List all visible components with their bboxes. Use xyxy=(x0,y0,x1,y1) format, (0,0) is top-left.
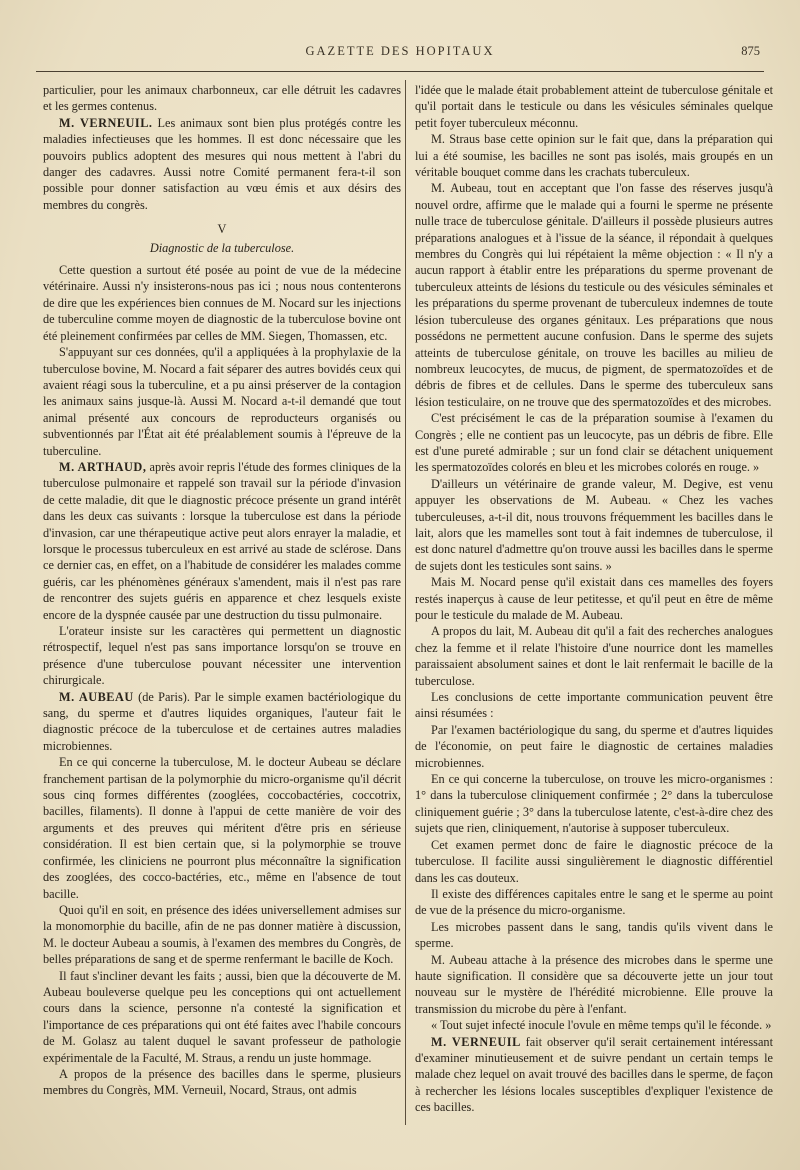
speaker-name: M. ARTHAUD, xyxy=(59,459,147,474)
paragraph: M. Straus base cette opinion sur le fait que, dans la préparation qui lui a été soumise, les bacilles ne sont pas isolés, mais groupés en un véritable bouquet comme dans les crachats tuberculeux. xyxy=(415,132,773,180)
paragraph: Cette question a surtout été posée au point de vue de la médecine vétérinaire. Aussi n'y insisterons-nous pas ici ; nous nous contenterons de dire que les expériences bien connues de M. Nocard sur les injections de tuberculine comme moyen de diagnostic de la tuberculose bovine ont été pleinement confirmées par celles de MM. Siegen, Thomassen, etc. xyxy=(43,263,401,343)
section-title: Diagnostic de la tuberculose. xyxy=(149,240,295,255)
paragraph: Les microbes passent dans le sang, tandis qu'ils vivent dans le sperme. xyxy=(415,919,773,951)
paragraph: En ce qui concerne la tuberculose, on trouve les micro-organismes : 1° dans la tuberculose cliniquement confirmée ; 2° dans la tuberculose cliniquement guérie ; 3° dans la tuberculose latente, c'est-à-dire chez des sujets que rien, cliniquement, n'autorise à supposer tuberculeux. xyxy=(415,772,773,836)
page-header xyxy=(40,44,760,66)
paragraph: Les conclusions de cette importante communication peuvent être ainsi résumées : xyxy=(415,690,773,721)
paragraph-text: Les animaux sont bien plus protégés contre les maladies infectieuses que les hommes. Il est donc nécessaire que les pouvoirs publics adoptent des mesures qui nous mettent à l'abri du danger des cadavres. Aussi notre Comité permanent fera-t-il son possible pour donner satisfaction au vœu émis et aux désirs des membres du congrès. xyxy=(43,115,401,212)
running-title: GAZETTE DES HOPITAUX xyxy=(305,44,495,58)
paragraph: particulier, pour les animaux charbonneux, car elle détruit les cadavres et les germes contenus. xyxy=(43,83,401,114)
paragraph xyxy=(43,459,401,623)
page-number: 875 xyxy=(741,44,760,58)
paragraph: l'idée que le malade était probablement atteint de tuberculose génitale et qu'il portait dans le testicule ou dans les vésicules séminales quelque petit foyer tuberculeux méconnu. xyxy=(415,83,773,130)
paragraph: « Tout sujet infecté inocule l'ovule en même temps qu'il le féconde. » xyxy=(431,1018,772,1033)
paragraph-text: (de Paris). Par le simple examen bactériologique du sang, du sperme et d'autres liquides organiques, l'auteur fait le diagnostic précoce de la tuberculose et de certaines autres maladies microbiennes. xyxy=(43,689,401,753)
speaker-name: M. VERNEUIL. xyxy=(59,115,153,130)
section-numeral: V xyxy=(217,222,227,237)
paragraph: Il existe des différences capitales entre le sang et le sperme au point de vue de la présence du micro-organisme. xyxy=(415,886,773,918)
paragraph: Par l'examen bactériologique du sang, du sperme et d'autres liquides de l'économie, on peut faire le diagnostic de certaines maladies microbiennes. xyxy=(415,722,773,770)
header-rule xyxy=(36,71,764,72)
paragraph: C'est précisément le cas de la préparation soumise à l'examen du Congrès ; elle ne contient pas un leucocyte, pas un débris de fibre. Elle est d'une pureté admirable ; sur un fond clair se détachent uniquement les spermatozoïdes colorés en bleu et les microbes colorés en rouge. » xyxy=(415,411,773,475)
paragraph: Il faut s'incliner devant les faits ; aussi, bien que la découverte de M. Aubeau bouleverse quelque peu les conceptions qui ont actuellement cours dans la science, personne n'a contesté la signification et l'importance de ces préparations qui ont été faites avec l'habile concours de M. Golasz au talent duquel le savant professeur de pathologie expérimentale de la Faculté, M. Straus, a rendu un juste hommage. xyxy=(43,968,401,1065)
paragraph: Mais M. Nocard pense qu'il existait dans ces mamelles des foyers restés inaperçus à cause de leur petitesse, et qu'il peut en être de même pour le testicule du malade de M. Aubeau. xyxy=(415,575,773,622)
speaker-name: M. VERNEUIL xyxy=(431,1034,521,1049)
paragraph xyxy=(415,1034,773,1116)
paragraph: S'appuyant sur ces données, qu'il a appliquées à la prophylaxie de la tuberculose bovine, M. Nocard a fait séparer des autres bovidés ceux qui avaient réagi sous la tuberculine, et a pu ainsi préserver de la contagion les animaux sains jusque-là. Aussi M. Nocard a-t-il demandé que tout animal présenté aux concours de reproducteurs organisés ou subventionnés par l'État ait été préalablement soumis à l'épreuve de la tuberculine. xyxy=(43,345,401,458)
paragraph: M. Aubeau, tout en acceptant que l'on fasse des réserves jusqu'à nouvel ordre, affirme que le malade qui a fourni le sperme ne présente nulle trace de tuberculose génitale. D'ailleurs il possède plusieurs autres préparations analogues et à l'issue de la séance, il répondait à quelques membres du Congrès qui lui répétaient la même objection : « Il n'y a aucun rapport à établir entre les préparations du sperme provenant de tuberculeux atteints de lésions du testicule ou des vésicules séminales et les préparations du sperme provenant de tuberculeux indemnes de toute lésion tuberculeuse des organes génitaux. Les préparations que nous possédons ne permettent aucune confusion. Dans le sperme des sujets atteints de tuberculose génitale, on trouve les bacilles au milieu de nombreux leucocytes, de mucus, de pigment, de spermatozoïdes et de débris de fibres et de cellules. Dans le sperme des tuberculeux sans lésion testiculaire, on ne trouve que des spermatozoïdes et des microbes. xyxy=(415,181,773,409)
paragraph-text: fait observer qu'il serait certainement intéressant d'examiner minutieusement et de suivre pendant un certain temps le malade chez lequel on avait trouvé des bacilles dans le sperme, de façon à rechercher les lésions locales susceptibles d'expliquer l'existence de ces bacilles. xyxy=(415,1034,773,1115)
paragraph xyxy=(43,115,401,213)
paragraph: Cet examen permet donc de faire le diagnostic précoce de la tuberculose. Il facilite aussi singulièrement le diagnostic différentiel dans les cas douteux. xyxy=(415,837,773,885)
column-divider xyxy=(405,80,406,1125)
paragraph: En ce qui concerne la tuberculose, M. le docteur Aubeau se déclare franchement partisan de la polymorphie du micro-organisme qu'il décrit sous cinq formes différentes (zooglées, coccobactéries, coccotrix, bacilles, filaments). Il donne à l'appui de cette manière de voir des arguments et des preuves qui méritent d'être pris en sérieuse considération. Il est bien certain que, si la polymorphie se trouve confirmée, les cliniciens ne pourront plus méconnaître la signification des zooglées, des cocco-bactéries, etc., même en l'absence de tout bacille. xyxy=(43,755,401,901)
paragraph-text: après avoir repris l'étude des formes cliniques de la tuberculose pulmonaire et rappelé son travail sur la période d'invasion de cette maladie, dit que le diagnostic précoce présente un grand intérêt dans les deux cas suivants : lorsque la tuberculose est dans la période d'invasion, car une thérapeutique active peut alors enrayer la maladie, et lorsque le processus tuberculeux en est arrivé au stade de sclérose. Dans ce dernier cas, en effet, on a l'habitude de considérer les malades comme guéris, car les phénomènes généraux s'amendent, mais il n'est pas rare de rencontrer des sujets guéris en apparence et chez lesquels existe encore de la dyspnée causée par une destruction du tissu pulmonaire. xyxy=(43,459,402,622)
speaker-name: M. AUBEAU xyxy=(59,689,134,704)
paragraph: Quoi qu'il en soit, en présence des idées universellement admises sur la monomorphie du bacille, afin de ne pas donner matière à discussion, M. le docteur Aubeau a soumis, à l'examen des membres du Congrès, de belles préparations de sang et de sperme renfermant le bacille de Koch. xyxy=(43,902,401,967)
left-column xyxy=(43,82,401,1099)
paragraph: A propos du lait, M. Aubeau dit qu'il a fait des recherches analogues chez la femme et il relate l'histoire d'une nourrice dont les mamelles paraissaient absolument saines et dont le lait renfermait le bacille de la tuberculose. xyxy=(415,624,773,688)
right-column xyxy=(415,82,773,1116)
paragraph xyxy=(43,689,401,755)
paragraph: M. Aubeau attache à la présence des microbes dans le sperme une haute signification. Il considère que sa découverte jette un jour tout nouveau sur le mystère de l'hérédité microbienne. Elle prouve la transmission du microbe du père à l'enfant. xyxy=(415,952,773,1016)
paragraph: A propos de la présence des bacilles dans le sperme, plusieurs membres du Congrès, MM. Verneuil, Nocard, Straus, ont admis xyxy=(43,1066,401,1098)
paragraph: L'orateur insiste sur les caractères qui permettent un diagnostic rétrospectif, lequel n'est pas sans importance lorsqu'on se trouve en présence d'une tuberculose pouvant nécessiter une intervention chirurgicale. xyxy=(43,624,401,688)
paragraph: D'ailleurs un vétérinaire de grande valeur, M. Degive, est venu appuyer les observations de M. Aubeau. « Chez les vaches tuberculeuses, a-t-il dit, nous trouvons fréquemment les bacilles dans le lait, alors que les mamelles sont tout à fait indemnes de tuberculose, il est donc naturel d'admettre qu'on trouve aussi les bacilles dans le sperme de sujets dont les testicules sont sains. » xyxy=(415,476,773,573)
